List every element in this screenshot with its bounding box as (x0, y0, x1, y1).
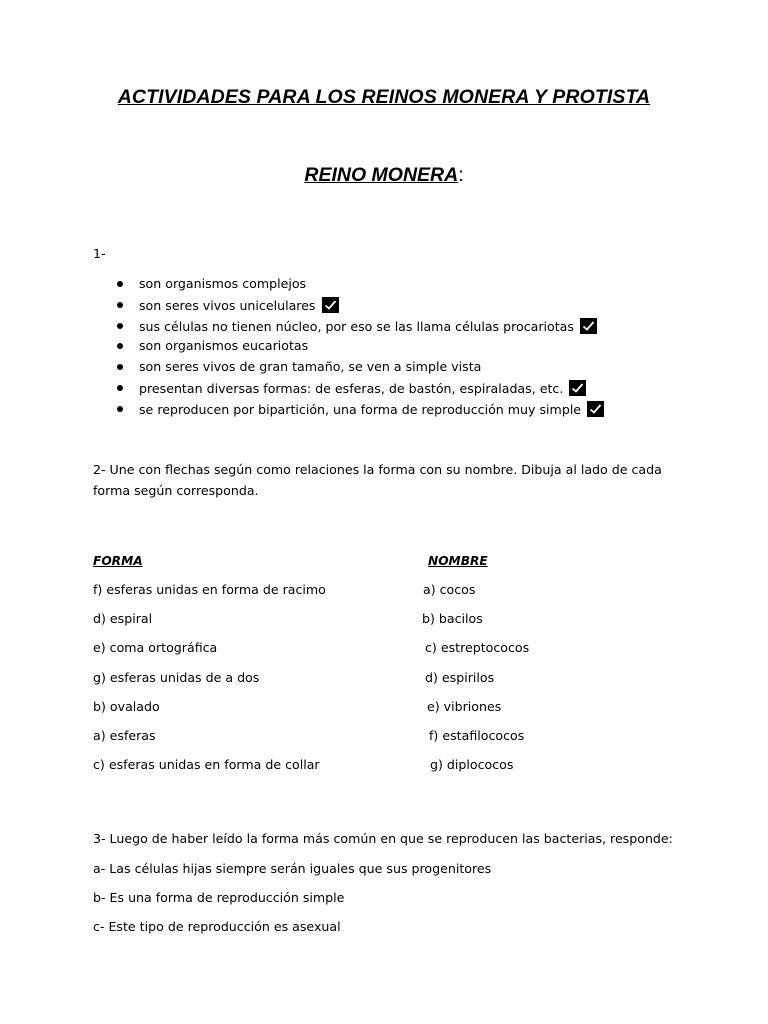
section-title (0, 164, 768, 187)
question-1-label: 1- (93, 246, 106, 261)
nombre-item: b) bacilos (422, 611, 483, 627)
nombre-header: NOMBRE (428, 554, 488, 568)
question-1-item-text: son organismos complejos (139, 276, 307, 291)
question-3-answer: a- Las células hijas siempre serán iguales que sus progenitores (93, 861, 492, 876)
section-title-text: REINO MONERA (304, 164, 459, 186)
question-3-text: 3- Luego de haber leído la forma más común en que se reproducen las bacterias, responde: (93, 831, 673, 846)
question-1-item (117, 359, 604, 380)
nombre-item: d) espirilos (425, 669, 495, 685)
section-title-colon: : (458, 164, 464, 186)
question-1-item-text: se reproducen por bipartición, una forma de reproducción muy simple (139, 401, 582, 417)
forma-header: FORMA (93, 554, 143, 568)
question-1-item-text: son organismos eucariotas (139, 338, 309, 354)
nombre-item: c) estreptococos (425, 640, 530, 656)
question-3-answer: b- Es una forma de reproducción simple (93, 890, 345, 906)
question-1-item-text: son seres vivos unicelulares (139, 297, 316, 313)
question-1-item-text: presentan diversas formas: de esferas, de bastón, espiraladas, etc. (139, 380, 564, 396)
forma-item: a) esferas (93, 728, 156, 743)
bullet-icon (117, 323, 123, 329)
forma-item: b) ovalado (93, 698, 160, 714)
checkmark-icon (569, 380, 586, 396)
bullet-icon (117, 343, 123, 349)
nombre-item: g) diplococos (430, 757, 514, 773)
checkmark-icon (580, 318, 597, 334)
checkmark-icon (322, 297, 339, 313)
question-1-item-text: sus células no tienen núcleo, por eso se las llama células procariotas (139, 318, 574, 334)
nombre-item: a) cocos (423, 582, 476, 597)
question-1-list (117, 276, 604, 422)
bullet-icon (117, 302, 123, 308)
question-1-item (117, 297, 604, 318)
bullet-icon (117, 385, 123, 391)
nombre-item: e) vibriones (427, 698, 502, 714)
forma-item: g) esferas unidas de a dos (93, 669, 260, 685)
question-1-item (117, 318, 604, 339)
question-1-item (117, 401, 604, 422)
forma-item: e) coma ortográfica (93, 640, 218, 656)
question-1-item (117, 276, 604, 297)
bullet-icon (117, 406, 123, 412)
question-1-item (117, 380, 604, 401)
forma-item: f) esferas unidas en forma de racimo (93, 582, 326, 597)
bullet-icon (117, 364, 123, 370)
checkmark-icon (587, 401, 604, 417)
nombre-item: f) estafilococos (429, 728, 525, 743)
bullet-icon (117, 281, 123, 287)
document-title: ACTIVIDADES PARA LOS REINOS MONERA Y PROTISTA (117, 86, 651, 108)
question-1-item-text: son seres vivos de gran tamaño, se ven a simple vista (139, 359, 482, 375)
question-3-answer: c- Este tipo de reproducción es asexual (93, 919, 341, 935)
forma-item: c) esferas unidas en forma de collar (93, 757, 320, 773)
question-1-item (117, 338, 604, 359)
question-2-text: 2- Une con flechas según como relaciones la forma con su nombre. Dibuja al lado de cada forma según corresponda. (93, 462, 662, 498)
forma-item: d) espiral (93, 611, 153, 627)
